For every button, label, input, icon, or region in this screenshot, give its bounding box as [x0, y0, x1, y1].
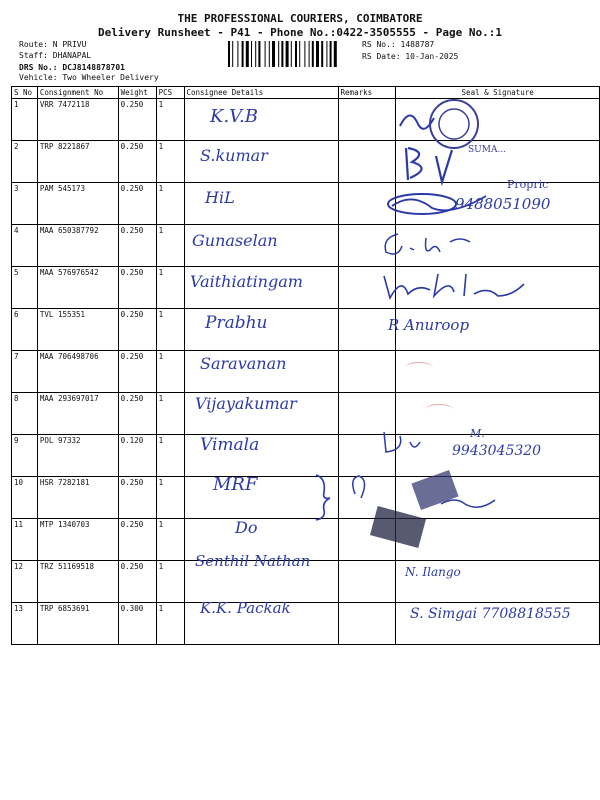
sno-cell: 11	[12, 519, 38, 561]
consignment-cell: MAA 706498706	[37, 351, 118, 393]
barcode-bar	[237, 41, 238, 67]
weight-cell: 0.250	[118, 561, 156, 603]
barcode-bar	[316, 41, 319, 67]
consignee-cell	[184, 99, 338, 141]
remarks-cell	[338, 561, 396, 603]
sno-cell: 4	[12, 225, 38, 267]
consignee-handwriting: Vimala	[200, 435, 260, 455]
col-header-weight: Weight	[118, 87, 156, 99]
document-title: THE PROFESSIONAL COURIERS, COIMBATORE	[177, 12, 423, 25]
consignment-cell: MAA 576976542	[37, 267, 118, 309]
barcode-bar	[326, 41, 327, 67]
rs-number: RS No.: 1488787	[362, 40, 435, 49]
consignee-handwriting: K.V.B	[210, 106, 258, 127]
phone-handwriting: 9943045320	[452, 443, 542, 459]
weight-cell: 0.250	[118, 267, 156, 309]
col-header-sno: S No	[12, 87, 38, 99]
sno-cell: 8	[12, 393, 38, 435]
weight-cell: 0.250	[118, 141, 156, 183]
drs-number: DRS No.: DCJ8148878701	[19, 63, 125, 72]
barcode-bar	[286, 41, 289, 67]
sno-cell: 7	[12, 351, 38, 393]
pcs-cell: 1	[156, 141, 184, 183]
barcode-bar	[281, 41, 283, 67]
consignee-handwriting: S.kumar	[200, 146, 268, 165]
pcs-cell: 1	[156, 393, 184, 435]
barcode-bar	[299, 41, 300, 67]
weight-cell: 0.250	[118, 183, 156, 225]
consignee-handwriting: Prabhu	[205, 313, 268, 333]
weight-cell: 0.250	[118, 477, 156, 519]
pcs-cell: 1	[156, 435, 184, 477]
consignment-cell: MTP 1340703	[37, 519, 118, 561]
weight-cell: 0.250	[118, 351, 156, 393]
sno-cell: 3	[12, 183, 38, 225]
remarks-cell	[338, 99, 396, 141]
barcode-bar	[246, 41, 249, 67]
barcode-bar	[242, 41, 244, 67]
sno-cell: 2	[12, 141, 38, 183]
table-row	[12, 99, 600, 141]
consignee-handwriting: Vaithiatingam	[190, 272, 303, 291]
barcode-bar	[295, 41, 297, 67]
barcode-bar	[228, 41, 230, 67]
sno-cell: 5	[12, 267, 38, 309]
brace-mark	[312, 472, 336, 522]
col-header-signature: Seal & Signature	[396, 87, 600, 99]
staff-label: Staff: DHANAPAL	[19, 51, 92, 60]
sno-cell: 9	[12, 435, 38, 477]
faint-mark	[405, 362, 433, 373]
weight-cell: 0.250	[118, 225, 156, 267]
sno-cell: 12	[12, 561, 38, 603]
consignment-cell: MAA 293697017	[37, 393, 118, 435]
pcs-cell: 1	[156, 603, 184, 645]
weight-cell: 0.250	[118, 519, 156, 561]
signature-name: R Anuroop	[388, 316, 470, 334]
signature-name: S. Simgai 7708818555	[410, 606, 571, 622]
consignment-cell: TRP 8221867	[37, 141, 118, 183]
pcs-cell: 1	[156, 477, 184, 519]
col-header-remarks: Remarks	[338, 87, 396, 99]
sno-cell: 10	[12, 477, 38, 519]
barcode-bar	[321, 41, 323, 67]
consignment-cell: POL 97332	[37, 435, 118, 477]
remarks-cell	[338, 351, 396, 393]
seal-stamp-icon	[345, 468, 505, 550]
consignment-cell: TRP 6853691	[37, 603, 118, 645]
route-label: Route: N PRIVU	[19, 40, 87, 49]
consignment-cell: MAA 650387792	[37, 225, 118, 267]
signature-name: N. Ilango	[405, 565, 461, 579]
consignee-handwriting: Gunaselan	[192, 231, 278, 250]
remarks-cell	[338, 141, 396, 183]
barcode-bar	[265, 41, 266, 67]
weight-cell: 0.300	[118, 603, 156, 645]
consignment-cell: TRZ 51169518	[37, 561, 118, 603]
table-row	[12, 141, 600, 183]
document-subtitle: Delivery Runsheet - P41 - Phone No.:0422-3505555 - Page No.:1	[98, 26, 502, 39]
table-row	[12, 477, 600, 519]
pcs-cell: 1	[156, 99, 184, 141]
barcode-bar	[334, 41, 337, 67]
pcs-cell: 1	[156, 561, 184, 603]
phone-handwriting: 9488051090	[455, 195, 551, 213]
barcode-bar	[251, 41, 252, 67]
remarks-cell	[338, 603, 396, 645]
barcode	[228, 41, 353, 67]
consignee-handwriting: Senthil Nathan	[195, 552, 311, 570]
signature-mark	[380, 428, 430, 458]
barcode-bar	[255, 41, 256, 67]
barcode-bar	[309, 41, 310, 67]
pcs-cell: 1	[156, 351, 184, 393]
barcode-bar	[291, 41, 292, 67]
weight-cell: 0.250	[118, 309, 156, 351]
pcs-cell: 1	[156, 519, 184, 561]
sno-cell: 13	[12, 603, 38, 645]
consignee-handwriting: Do	[235, 518, 258, 537]
col-header-consignee: Consignee Details	[184, 87, 338, 99]
barcode-bar	[258, 41, 260, 67]
weight-cell: 0.250	[118, 393, 156, 435]
consignee-handwriting: Vijayakumar	[195, 394, 297, 413]
barcode-bar	[272, 41, 275, 67]
col-header-consignment: Consignment No	[37, 87, 118, 99]
vehicle-label: Vehicle: Two Wheeler Delivery	[19, 73, 159, 82]
pcs-cell: 1	[156, 183, 184, 225]
barcode-bar	[269, 41, 270, 67]
signature-initial: M.	[470, 427, 485, 440]
barcode-bar	[312, 41, 314, 67]
consignee-handwriting: Saravanan	[200, 354, 287, 373]
weight-cell: 0.250	[118, 99, 156, 141]
weight-cell: 0.120	[118, 435, 156, 477]
signature-mark	[378, 266, 528, 306]
table-row	[12, 351, 600, 393]
pcs-cell: 1	[156, 225, 184, 267]
faint-mark	[425, 404, 453, 415]
consignment-cell: VRR 7472118	[37, 99, 118, 141]
table-row	[12, 225, 600, 267]
signature-mark	[398, 142, 468, 186]
barcode-bar	[278, 41, 279, 67]
table-row	[12, 393, 600, 435]
consignment-cell: HSR 7282181	[37, 477, 118, 519]
barcode-bar	[330, 41, 332, 67]
col-header-pcs: PCS	[156, 87, 184, 99]
table-header-row	[12, 87, 600, 99]
pcs-cell: 1	[156, 267, 184, 309]
barcode-bar	[232, 41, 233, 67]
consignment-cell: PAM 545173	[37, 183, 118, 225]
consignee-handwriting: MRF	[213, 474, 258, 495]
barcode-bar	[304, 41, 305, 67]
table-row	[12, 309, 600, 351]
rs-date: RS Date: 10-Jan-2025	[362, 52, 459, 61]
sno-cell: 6	[12, 309, 38, 351]
consignee-handwriting: HiL	[205, 188, 235, 207]
pcs-cell: 1	[156, 309, 184, 351]
stamp-text: SUMA...	[468, 145, 507, 155]
signature-mark	[380, 228, 490, 260]
consignment-cell: TVL 155351	[37, 309, 118, 351]
proprietor-stamp-text: Propric	[507, 178, 549, 191]
consignee-handwriting: K.K. Packak	[200, 599, 291, 617]
sno-cell: 1	[12, 99, 38, 141]
